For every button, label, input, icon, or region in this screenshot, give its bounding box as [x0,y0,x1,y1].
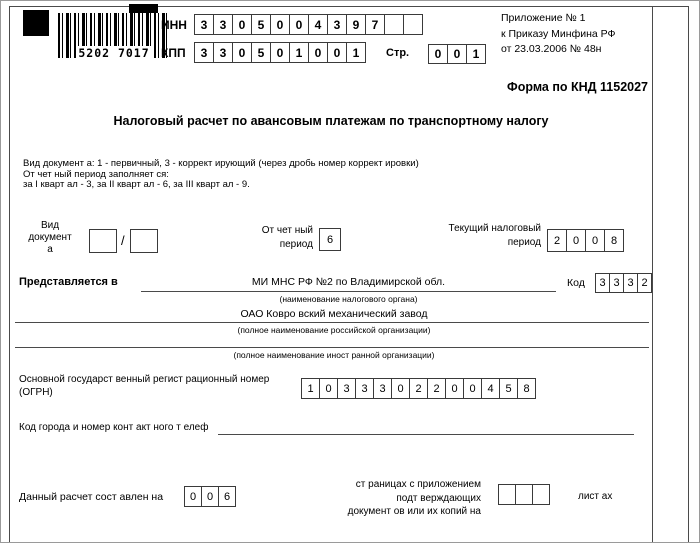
pages-count-cells [184,486,236,507]
org-ru-caption: (полное наименование российской организации) [237,325,431,335]
doc-type-box-1 [89,229,117,253]
digit-cell: 9 [346,14,366,35]
tax-period-label: Текущий налоговый период [448,223,541,248]
digit-cell: 3 [194,42,214,63]
digit-cell: 0 [232,42,252,63]
digit-cell: 7 [365,14,385,35]
ogrn-label: Основной государст венный регист рационный номер (ОГРН) [19,374,270,398]
digit-cell: 3 [355,378,374,399]
report-period-label: От чет ный период [261,225,313,250]
attachment-label: ст раницах с приложением подт верждающих документ ов или их копий на [347,479,481,517]
report-period-box: 6 [319,228,341,251]
org-ru-underline [15,322,649,323]
digit-cell: 3 [213,42,233,63]
digit-cell: 1 [466,44,486,64]
digit-cell: 0 [391,378,410,399]
form-title: Налоговый расчет по авансовым платежам по транспортному налогу [113,114,549,128]
digit-cell: 3 [194,14,214,35]
digit-cell: 0 [201,486,219,507]
barcode [58,13,170,58]
digit-cell: 6 [218,486,236,507]
digit-cell: 0 [232,14,252,35]
digit-cell: 0 [463,378,482,399]
digit-cell: 0 [447,44,467,64]
digit-cell: 3 [373,378,392,399]
filling-notes: Вид документ а: 1 - первичный, 3 - коррект ирующий (через дробь номер коррект ировки) От чет ный период заполняет ся: за I кварт ал - 3, за II кварт ал - 6, за III кварт ал - 9. [23,158,419,190]
doc-type-label: Вид документ а [28,220,72,255]
digit-cell [515,484,533,505]
submitted-to-label: Представляется в [19,276,118,288]
digit-cell: 1 [346,42,366,63]
digit-cell: 0 [445,378,464,399]
digit-cell: 0 [270,42,290,63]
digit-cell: 0 [289,14,309,35]
digit-cell: 0 [319,378,338,399]
tax-authority-underline [141,291,556,292]
digit-cell: 5 [251,14,271,35]
code-cells [595,273,652,293]
digit-cell [384,14,404,35]
digit-cell: 3 [337,378,356,399]
tax-authority-name: МИ МНС РФ №2 по Владимирской обл. [251,276,446,288]
digit-cell: 3 [213,14,233,35]
digit-cell: 0 [308,42,328,63]
digit-cell: 0 [566,229,586,252]
digit-cell: 5 [251,42,271,63]
pages-count-label: Данный расчет сост авлен на [19,491,164,503]
org-name-ru: ОАО Ковро вский механический завод [240,308,428,320]
form-right-inner-line [652,6,653,542]
digit-cell: 4 [481,378,500,399]
doc-type-box-2 [130,229,158,253]
digit-cell: 2 [409,378,428,399]
digit-cell: 0 [585,229,605,252]
phone-label: Код города и номер конт акт ного т елеф [19,422,209,433]
doc-type-slash: / [121,233,125,248]
digit-cell: 3 [623,273,638,293]
digit-cell: 2 [427,378,446,399]
digit-cell: 1 [289,42,309,63]
digit-cell: 0 [327,42,347,63]
kpp-cells [194,42,366,63]
digit-cell: 0 [270,14,290,35]
org-foreign-caption: (полное наименование иност ранной организации) [233,350,435,360]
digit-cell: 5 [499,378,518,399]
page-number-cells [428,44,486,64]
sheets-label: лист ах [578,491,613,502]
inn-cells [194,14,423,35]
appendix-note: Приложение № 1 к Приказу Минфина РФ от 23.03.2006 № 48н [501,12,616,55]
form-knd-code: Форма по КНД 1152027 [507,80,648,94]
digit-cell: 8 [517,378,536,399]
ogrn-cells [301,378,536,399]
digit-cell [532,484,550,505]
digit-cell: 1 [301,378,320,399]
digit-cell: 4 [308,14,328,35]
digit-cell: 0 [184,486,202,507]
digit-cell: 3 [609,273,624,293]
tax-authority-caption: (наименование налогового органа) [279,294,418,304]
kpp-label: КПП [161,46,186,60]
attachment-sheets-cells [498,484,550,505]
barcode-number: 5202 7017 [78,46,150,60]
digit-cell: 3 [595,273,610,293]
digit-cell: 2 [547,229,567,252]
digit-cell: 8 [604,229,624,252]
tax-period-cells [547,229,624,252]
page-number-label: Стр. [386,47,410,59]
digit-cell: 2 [637,273,652,293]
digit-cell: 3 [327,14,347,35]
phone-underline [218,434,634,435]
digit-cell [498,484,516,505]
org-foreign-underline [15,347,649,348]
digit-cell: 0 [428,44,448,64]
inn-label: ИНН [161,18,187,32]
code-label: Код [567,277,585,289]
digit-cell [403,14,423,35]
registration-mark-left [23,10,49,36]
